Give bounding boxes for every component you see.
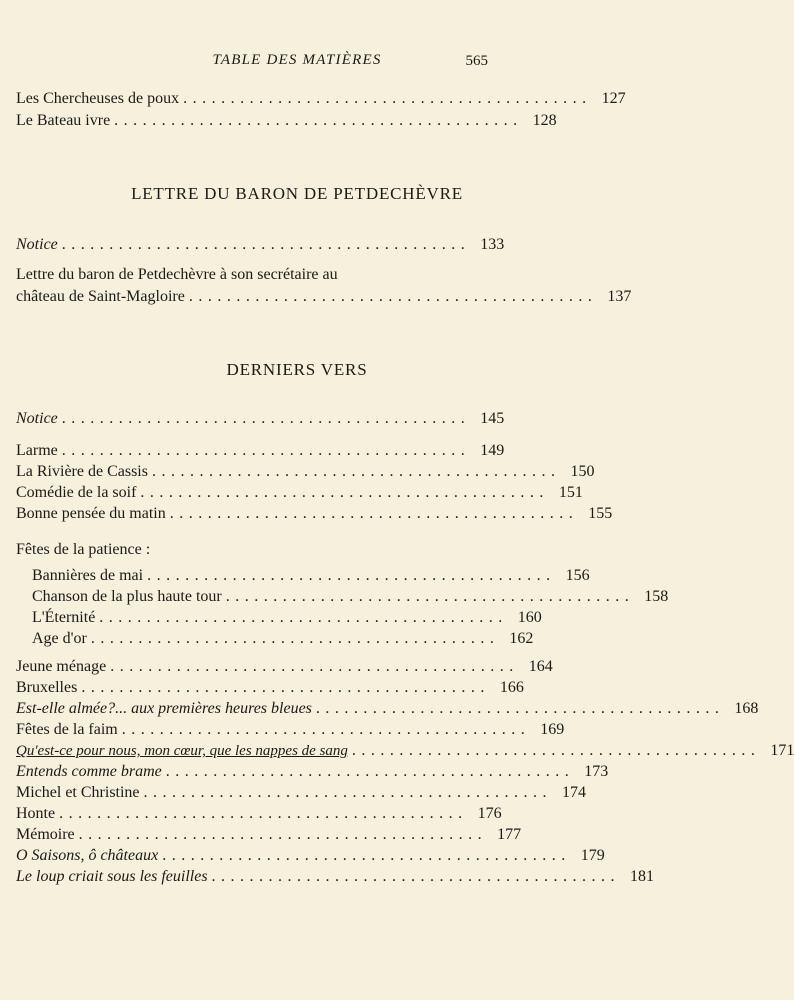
leader-dots: ........................................... bbox=[59, 805, 468, 822]
entry-page: 149 bbox=[480, 442, 505, 459]
subsection-heading: Fêtes de la patience : bbox=[16, 541, 151, 558]
toc-entry bbox=[16, 286, 632, 308]
toc-entry bbox=[16, 110, 557, 132]
toc-entry bbox=[16, 719, 565, 741]
entry-page: 164 bbox=[528, 658, 553, 675]
entry-title: Bruxelles bbox=[16, 679, 78, 696]
entry-page: 181 bbox=[630, 868, 655, 885]
entry-title: Comédie de la soif bbox=[16, 484, 137, 501]
entry-title: Age d'or bbox=[32, 630, 87, 647]
entry-title-line: Lettre du baron de Petdechèvre à son secrétaire au bbox=[16, 266, 338, 283]
entry-title: Jeune ménage bbox=[16, 658, 107, 675]
entry-page: 173 bbox=[584, 763, 609, 780]
toc-entry bbox=[16, 782, 587, 804]
entry-page: 151 bbox=[558, 484, 583, 501]
entry-title: L'Éternité bbox=[32, 609, 96, 626]
toc-entry bbox=[16, 461, 595, 483]
entry-title: Est-elle almée?... aux premières heures bleues bbox=[16, 700, 312, 717]
leader-dots: ........................................... bbox=[61, 442, 471, 459]
entry-page: 145 bbox=[480, 410, 505, 427]
leader-dots: ........................................... bbox=[90, 630, 500, 647]
entry-page: 160 bbox=[517, 609, 542, 626]
entry-title: Qu'est-ce pour nous, mon cœur, que les nappes de sang bbox=[16, 743, 348, 759]
toc-entry bbox=[32, 586, 669, 608]
toc-entry bbox=[16, 824, 522, 846]
toc-entry bbox=[16, 803, 502, 825]
toc-entry bbox=[16, 408, 505, 430]
toc-entry bbox=[16, 740, 794, 762]
entry-title: Fêtes de la faim bbox=[16, 721, 118, 738]
entry-page: 156 bbox=[565, 567, 590, 584]
leader-dots: ........................................... bbox=[140, 484, 549, 501]
entry-title: La Rivière de Cassis bbox=[16, 463, 148, 480]
entry-title: Honte bbox=[16, 805, 56, 822]
entry-page: 133 bbox=[480, 236, 505, 253]
entry-page: 169 bbox=[540, 721, 565, 738]
toc-entry bbox=[32, 607, 542, 629]
leader-dots: ........................................... bbox=[99, 609, 508, 626]
entry-title: Chanson de la plus haute tour bbox=[32, 588, 222, 605]
leader-dots: ........................................... bbox=[162, 847, 571, 864]
leader-dots: ........................................... bbox=[165, 763, 575, 780]
entry-title: Bonne pensée du matin bbox=[16, 505, 166, 522]
leader-dots: ........................................... bbox=[188, 288, 598, 305]
toc-entry bbox=[16, 482, 583, 504]
entry-page: 137 bbox=[607, 288, 632, 305]
leader-dots: ........................................... bbox=[147, 567, 556, 584]
entry-page: 177 bbox=[497, 826, 522, 843]
entry-page: 155 bbox=[588, 505, 613, 522]
running-head-title: TABLE DES MATIÈRES bbox=[212, 52, 382, 68]
toc-entry bbox=[16, 503, 613, 525]
entry-page: 158 bbox=[644, 588, 669, 605]
entry-page: 166 bbox=[499, 679, 524, 696]
entry-page: 171 bbox=[770, 742, 794, 759]
page-number: 565 bbox=[465, 53, 488, 69]
entry-page: 168 bbox=[734, 700, 759, 717]
entry-title: Notice bbox=[16, 410, 58, 427]
entry-title: Entends comme brame bbox=[16, 763, 162, 780]
toc-entry bbox=[16, 866, 655, 888]
leader-dots: ........................................... bbox=[169, 505, 579, 522]
entry-page: 150 bbox=[570, 463, 595, 480]
leader-dots: ........................................... bbox=[110, 658, 519, 675]
toc-entry bbox=[16, 761, 609, 783]
section-title: DERNIERS VERS bbox=[226, 360, 368, 379]
toc-entry bbox=[16, 440, 505, 462]
leader-dots: ........................................... bbox=[61, 236, 471, 253]
toc-entry bbox=[16, 656, 553, 678]
leader-dots: ........................................... bbox=[315, 700, 725, 717]
entry-title: Les Chercheuses de poux bbox=[16, 90, 180, 107]
leader-dots: ........................................... bbox=[225, 588, 635, 605]
running-head bbox=[0, 52, 594, 72]
entry-title: Michel et Christine bbox=[16, 784, 140, 801]
toc-entry bbox=[16, 234, 505, 256]
entry-title: Notice bbox=[16, 236, 58, 253]
section-title: LETTRE DU BARON DE PETDECHÈVRE bbox=[131, 184, 463, 203]
entry-title: Le Bateau ivre bbox=[16, 112, 111, 129]
entry-title: Bannières de mai bbox=[32, 567, 144, 584]
entry-page: 179 bbox=[580, 847, 605, 864]
leader-dots: ........................................... bbox=[211, 868, 621, 885]
toc-entry bbox=[32, 628, 534, 650]
leader-dots: ........................................... bbox=[121, 721, 531, 738]
entry-title: château de Saint-Magloire bbox=[16, 288, 185, 305]
entry-page: 128 bbox=[532, 112, 557, 129]
leader-dots: ........................................... bbox=[351, 742, 761, 759]
entry-title: Larme bbox=[16, 442, 58, 459]
toc-entry bbox=[16, 677, 524, 699]
toc-entry bbox=[16, 698, 759, 720]
leader-dots: ........................................... bbox=[183, 90, 592, 107]
entry-page: 174 bbox=[562, 784, 587, 801]
entry-page: 162 bbox=[509, 630, 534, 647]
leader-dots: ........................................... bbox=[78, 826, 488, 843]
toc-entry bbox=[16, 845, 605, 867]
entry-page: 176 bbox=[477, 805, 502, 822]
leader-dots: ........................................... bbox=[114, 112, 523, 129]
entry-title: O Saisons, ô châteaux bbox=[16, 847, 159, 864]
leader-dots: ........................................... bbox=[61, 410, 471, 427]
entry-page: 127 bbox=[601, 90, 626, 107]
leader-dots: ........................................... bbox=[81, 679, 490, 696]
toc-entry bbox=[16, 88, 626, 110]
leader-dots: ........................................... bbox=[143, 784, 553, 801]
toc-entry bbox=[32, 565, 590, 587]
entry-title: Mémoire bbox=[16, 826, 75, 843]
entry-title: Le loup criait sous les feuilles bbox=[16, 868, 208, 885]
leader-dots: ........................................... bbox=[151, 463, 561, 480]
